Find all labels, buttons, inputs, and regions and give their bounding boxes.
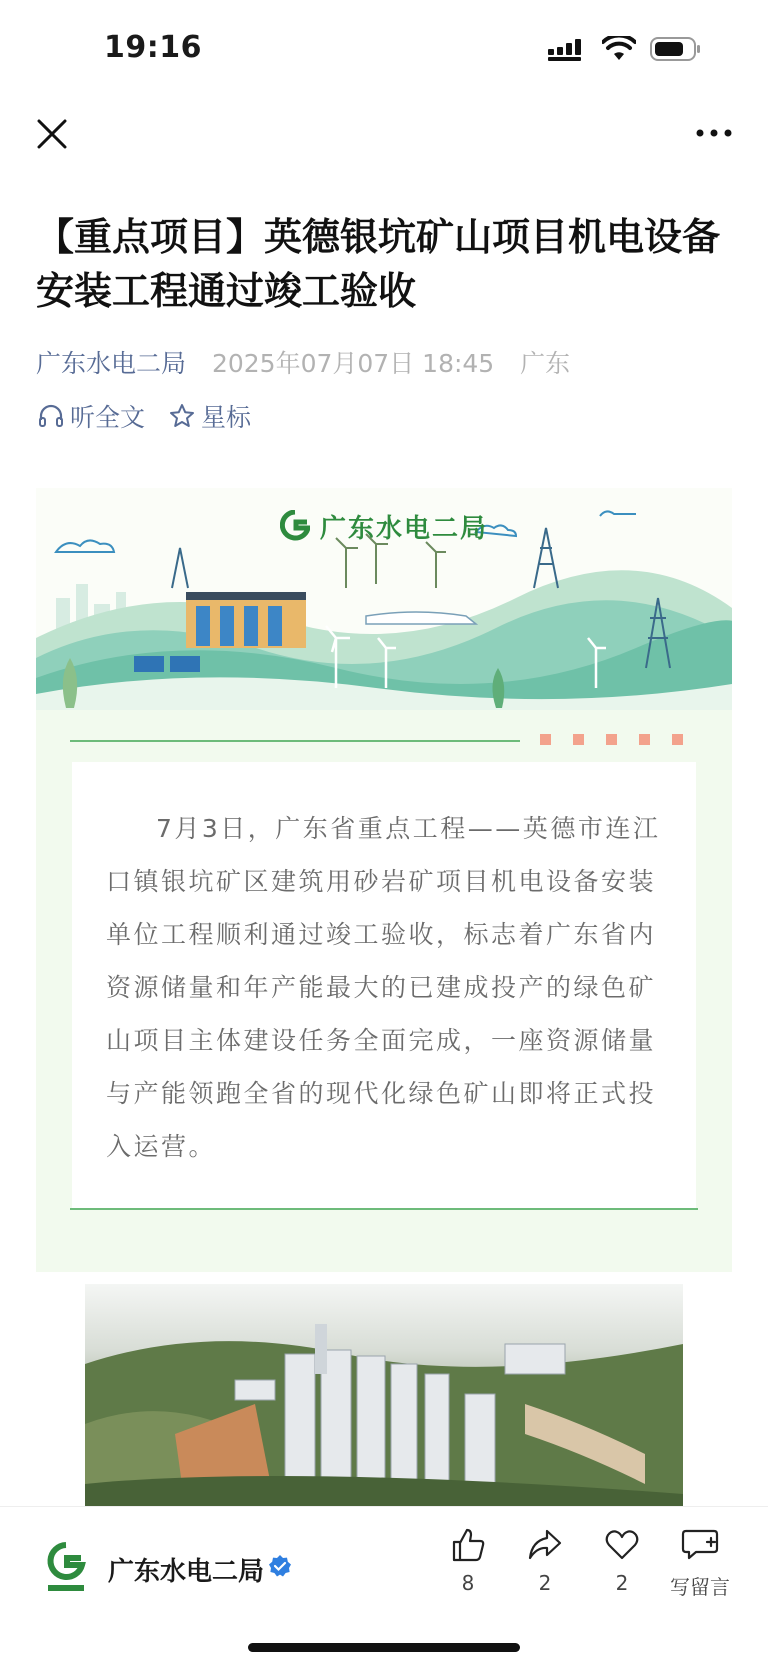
publish-region: 广东 — [520, 349, 571, 378]
article-meta — [36, 344, 588, 380]
signal-icon — [548, 37, 588, 61]
banner-illustration — [36, 488, 732, 710]
status-icons — [548, 36, 702, 62]
like-count: 8 — [461, 1571, 475, 1595]
star-button[interactable] — [169, 398, 251, 434]
star-icon — [169, 403, 195, 429]
article-title: 【重点项目】英德银坑矿山项目机电设备安装工程通过竣工验收 — [36, 215, 721, 313]
verified-badge-icon — [268, 1554, 292, 1578]
write-comment-button[interactable] — [658, 1527, 742, 1600]
card-divider-bottom — [70, 1208, 698, 1210]
heart-icon — [604, 1527, 640, 1563]
thumbs-up-icon — [450, 1527, 486, 1563]
star-label: 星标 — [201, 403, 252, 432]
article-actions — [38, 398, 251, 434]
banner-brand-text: 广东水电二局 — [319, 514, 488, 544]
author-link[interactable]: 广东水电二局 — [36, 349, 187, 378]
mine-aerial-image — [85, 1284, 683, 1506]
status-time: 19:16 — [104, 30, 202, 65]
brand-logo-icon — [280, 510, 310, 544]
listen-button[interactable] — [38, 398, 145, 434]
listen-label: 听全文 — [70, 403, 146, 432]
publish-date: 2025年07月07日 18:45 — [211, 349, 495, 378]
mine-aerial-photo — [85, 1284, 683, 1506]
account-name[interactable]: 广东水电二局 — [108, 1557, 265, 1587]
more-options-icon[interactable] — [694, 118, 734, 148]
card-divider-top — [70, 740, 520, 742]
account-logo-icon[interactable] — [44, 1541, 88, 1595]
banner-logo — [36, 508, 732, 545]
favorite-button[interactable] — [587, 1527, 657, 1595]
write-comment-label: 写留言 — [670, 1575, 730, 1599]
close-icon[interactable] — [34, 116, 70, 152]
headphones-icon — [38, 403, 64, 429]
decorative-dots — [540, 734, 683, 745]
battery-icon — [650, 36, 702, 62]
like-button[interactable] — [433, 1527, 503, 1595]
status-bar — [0, 0, 768, 100]
bottom-action-bar — [0, 1506, 768, 1665]
share-button[interactable] — [510, 1527, 580, 1595]
content-card — [72, 762, 696, 1208]
share-arrow-icon — [527, 1527, 563, 1563]
favorite-count: 2 — [615, 1571, 629, 1595]
comment-add-icon — [680, 1527, 720, 1563]
article-paragraph: 7月3日，广东省重点工程——英德市连江口镇银坑矿区建筑用砂岩矿项目机电设备安装单位工程顺利通过竣工验收，标志着广东省内资源储量和年产能最大的已建成投产的绿色矿山项目主体建设任务全面完成，一座资源储量与产能领跑全省的现代化绿色矿山即将正式投入运营。 — [106, 814, 661, 1161]
share-count: 2 — [538, 1571, 552, 1595]
wifi-icon — [602, 36, 636, 62]
home-indicator[interactable] — [248, 1643, 520, 1652]
